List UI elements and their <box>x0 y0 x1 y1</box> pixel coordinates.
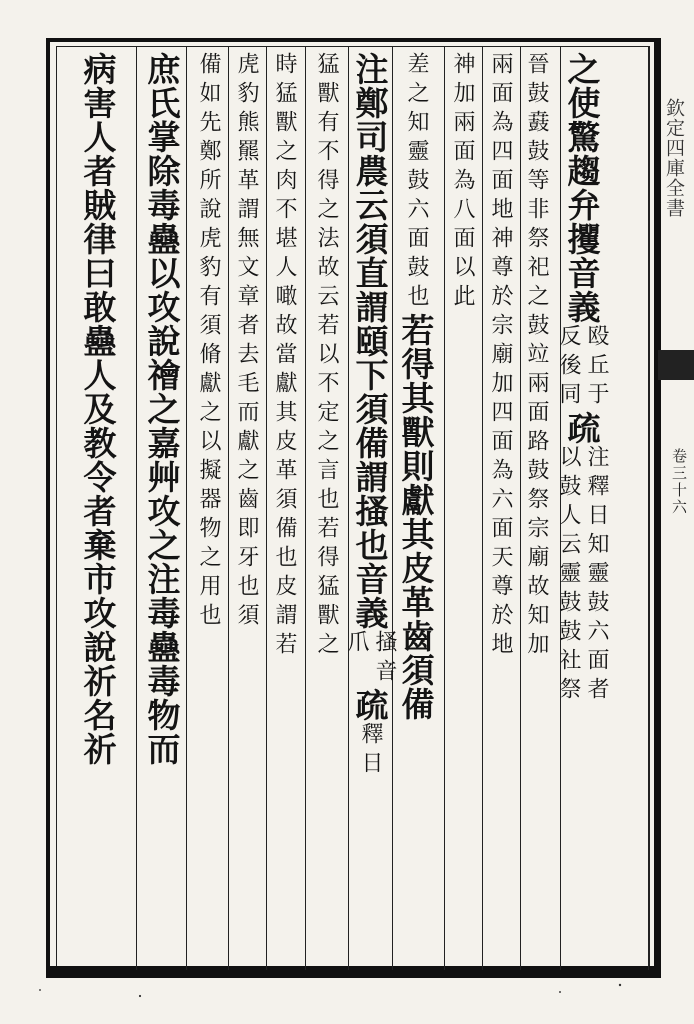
margin-book-title: 欽定四庫全書 <box>663 98 685 218</box>
book-margin <box>658 38 694 978</box>
fish-tail-mark <box>658 350 694 380</box>
commentary-text: 殴丘于 <box>584 324 609 411</box>
text-column <box>393 52 439 962</box>
commentary-text: 晉鼓鼖鼓等非祭祀之鼓竝兩面路鼓祭宗廟故知加 <box>524 52 549 661</box>
commentary-text: 神加兩面為八面以此 <box>450 52 475 313</box>
main-text: 庶氏掌除毒蠱以攻說禬之嘉艸攻之注毒蠱毒物而 <box>142 52 182 766</box>
text-column <box>483 52 517 962</box>
text-column <box>519 52 553 962</box>
column-rule <box>136 46 137 970</box>
text-column <box>556 52 609 962</box>
double-line-note <box>557 324 607 411</box>
commentary-text: 注釋日知靈鼓六面者 <box>584 445 609 706</box>
commentary-text: 搔音 <box>372 630 397 688</box>
main-text: 若得其獸則獻其皮革齒須備 <box>396 313 436 721</box>
main-text: 疏 <box>350 688 390 722</box>
column-rule <box>305 46 306 970</box>
commentary-text: 差之知靈鼓六面鼓也 <box>404 52 429 313</box>
commentary-text: 兩面為四面地神尊於宗廟加四面為六面天尊於地 <box>488 52 513 661</box>
commentary-text: 以鼓人云靈鼓鼓社祭 <box>556 445 581 706</box>
text-column <box>267 52 301 962</box>
text-column <box>75 52 121 962</box>
bottom-rule <box>46 966 658 978</box>
text-column <box>445 52 479 962</box>
commentary-text: 反後同 <box>556 324 581 411</box>
double-line-note <box>345 630 395 688</box>
text-column <box>191 52 225 962</box>
commentary-text: 爪 <box>344 630 369 659</box>
commentary-text: 虎豹熊羆革謂無文章者去毛而獻之齒即牙也須 <box>234 52 259 632</box>
main-text: 之使驚趨弁攫音義 <box>562 52 602 324</box>
margin-folio: 卷三十六 <box>670 448 688 516</box>
text-column <box>139 52 185 962</box>
column-rule <box>186 46 187 970</box>
main-text: 疏 <box>562 411 602 445</box>
main-text: 病害人者賊律曰敢蠱人及教令者棄市攻說祈名祈 <box>78 52 118 766</box>
text-column <box>344 52 397 962</box>
text-column <box>309 52 343 962</box>
commentary-text: 時猛獸之肉不堪人噉故當獻其皮革須備也皮謂若 <box>272 52 297 661</box>
text-column <box>229 52 263 962</box>
commentary-text: 釋日 <box>358 722 383 780</box>
main-text: 注鄭司農云須直謂頤下須備謂搔也音義 <box>350 52 390 630</box>
commentary-text: 猛獸有不得之法故云若以不定之言也若得猛獸之 <box>314 52 339 661</box>
column-rule <box>648 46 649 970</box>
commentary-text: 備如先鄭所說虎豹有須脩獻之以擬器物之用也 <box>196 52 221 632</box>
double-line-note <box>557 445 607 706</box>
